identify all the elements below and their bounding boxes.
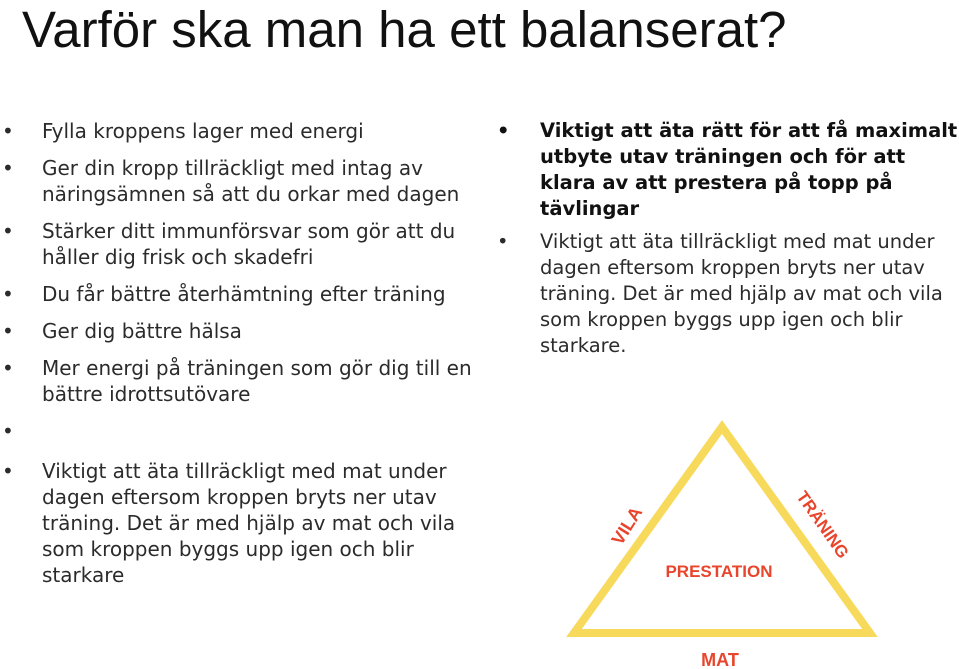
bullet-text: Fylla kroppens lager med energi <box>42 119 364 143</box>
bullet-text: Du får bättre återhämtning efter träning <box>42 282 446 306</box>
bullet-dot: • <box>2 219 14 243</box>
performance-triangle-diagram <box>566 415 879 669</box>
left-bullet-2 <box>2 155 472 207</box>
left-bullet-7-empty <box>2 418 472 444</box>
bullet-text: Stärker ditt immunförsvar som gör att du håller dig frisk och skadefri <box>42 219 456 269</box>
label-mat: MAT <box>701 650 739 669</box>
left-bullet-8 <box>2 458 472 588</box>
bullet-text: Viktigt att äta tillräckligt med mat under dagen eftersom kroppen bryts ner utav träning. Det är med hjälp av mat och vila som kroppen byggs upp igen och blir starkare <box>42 459 456 587</box>
bullet-dot: • <box>497 119 510 142</box>
bullet-dot: • <box>497 230 509 253</box>
left-bullet-1 <box>2 118 472 144</box>
label-vila: VILA <box>607 503 647 549</box>
label-traning: TRÄNING <box>792 487 853 563</box>
left-bullet-6 <box>2 355 472 407</box>
bullet-dot: • <box>2 119 14 143</box>
bullet-dot: • <box>2 156 14 180</box>
bullet-dot: • <box>2 459 14 483</box>
triangle-svg <box>566 415 879 669</box>
right-bullet-list <box>497 118 959 366</box>
label-prestation: PRESTATION <box>665 562 773 581</box>
bullet-text: Ger din kropp tillräckligt med intag av näringsämnen så att du orkar med dagen <box>42 156 460 206</box>
bullet-dot: • <box>2 356 14 380</box>
bullet-text: Viktigt att äta rätt för att få maximalt utbyte utav träningen och för att klara av att prestera på topp på tävlingar <box>540 119 958 220</box>
bullet-dot: • <box>2 282 14 306</box>
bullet-dot: • <box>2 419 14 443</box>
left-bullet-4 <box>2 281 472 307</box>
bullet-text: Viktigt att äta tillräckligt med mat under dagen eftersom kroppen bryts ner utav träning. Det är med hjälp av mat och vila som kroppen byggs upp igen och blir starkare. <box>540 230 943 357</box>
slide-title: Varför ska man ha ett balanserat? <box>22 1 787 58</box>
right-bullet-2 <box>497 229 959 359</box>
bullet-dot: • <box>2 319 14 343</box>
left-bullet-5 <box>2 318 472 344</box>
bullet-text: Ger dig bättre hälsa <box>42 319 242 343</box>
left-bullet-3 <box>2 218 472 270</box>
right-bullet-1 <box>497 118 959 222</box>
left-bullet-list <box>2 118 472 599</box>
bullet-text: Mer energi på träningen som gör dig till en bättre idrottsutövare <box>42 356 472 406</box>
